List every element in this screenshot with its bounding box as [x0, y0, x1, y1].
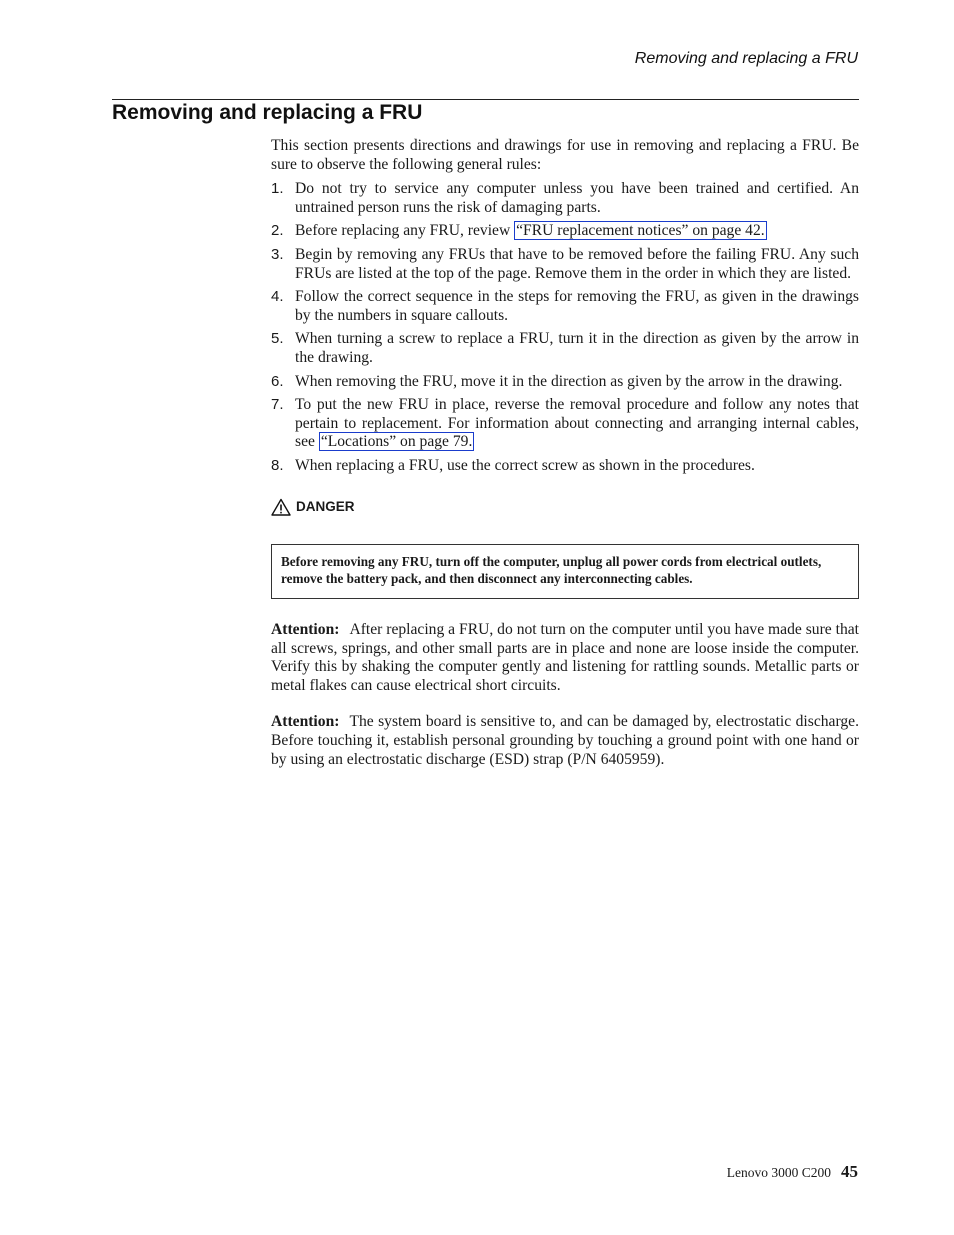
running-head: Removing and replacing a FRU [634, 50, 858, 67]
danger-notice-box [271, 544, 859, 599]
list-item-number: 5. [271, 330, 284, 348]
fru-replacement-notices-link[interactable]: “FRU replacement notices” on page 42. [516, 222, 765, 240]
list-item-number: 7. [271, 396, 284, 414]
danger-notice-text: Before removing any FRU, turn off the computer, unplug all power cords from electrical outlets, remove the battery pack, and then disconnect any interconnecting cables. [281, 554, 822, 587]
list-item-text: When replacing a FRU, use the correct screw as shown in the procedures. [295, 456, 755, 474]
danger-label [271, 498, 859, 517]
list-item-number: 2. [271, 222, 284, 240]
attention-label: Attention: [271, 713, 340, 731]
body-column [271, 137, 859, 769]
list-item [271, 246, 859, 283]
list-item [271, 330, 859, 367]
section-title: Removing and replacing a FRU [112, 101, 423, 124]
attention-label: Attention: [271, 621, 340, 639]
list-item-text: Before replacing any FRU, review [295, 222, 515, 240]
list-item-number: 1. [271, 180, 284, 198]
list-item-text: Begin by removing any FRUs that have to be removed before the failing FRU. Any such FRUs are listed at the top of the page. Remove them in the order in which they are listed. [295, 245, 859, 282]
intro-paragraph: This section presents directions and drawings for use in removing and replacing a FRU. Be sure to observe the following general rules: [271, 137, 859, 173]
list-item-number: 6. [271, 372, 284, 390]
warning-triangle-icon [271, 498, 291, 516]
locations-link[interactable]: “Locations” on page 79. [320, 433, 473, 451]
list-item [271, 222, 859, 241]
attention-text: After replacing a FRU, do not turn on the computer until you have made sure that all screws, springs, and other small parts are in place and none are loose inside the computer. Verify this by shaking the computer gently and listening for rattling sounds. Metallic parts or metal flakes can cause electrical short circuits. [271, 621, 859, 694]
danger-label-text: DANGER [296, 498, 355, 514]
page-footer [727, 1162, 858, 1182]
page-number: 45 [841, 1162, 858, 1181]
list-item-text: Do not try to service any computer unless you have been trained and certified. An untrained person runs the risk of damaging parts. [295, 180, 859, 216]
list-item-number: 8. [271, 456, 284, 474]
header-rule [112, 99, 859, 100]
attention-notice [271, 621, 859, 695]
list-item [271, 180, 859, 217]
list-item-text: Follow the correct sequence in the steps for removing the FRU, as given in the drawings by the numbers in square callouts. [295, 288, 859, 324]
list-item-text: When turning a screw to replace a FRU, turn it in the direction as given by the arrow in the drawing. [295, 330, 859, 366]
list-item [271, 396, 859, 452]
list-item-text: When removing the FRU, move it in the direction as given by the arrow in the drawing. [295, 372, 843, 390]
product-name: Lenovo 3000 C200 [726, 1165, 831, 1180]
rules-list [271, 180, 859, 475]
attention-text: The system board is sensitive to, and can be damaged by, electrostatic discharge. Before touching it, establish personal grounding by touching a ground point with one hand or by using an electrostatic discharge (ESD) strap (P/N 6405959). [271, 713, 859, 768]
attention-notice [271, 713, 859, 769]
list-item-number: 4. [271, 288, 284, 306]
list-item-text: To put the new FRU in place, reverse the removal procedure and follow any notes that pertain to replacement. For information about connecting and arranging internal cables, see [295, 396, 859, 451]
list-item [271, 288, 859, 325]
list-item [271, 373, 859, 392]
list-item [271, 457, 859, 476]
list-item-number: 3. [271, 245, 284, 263]
